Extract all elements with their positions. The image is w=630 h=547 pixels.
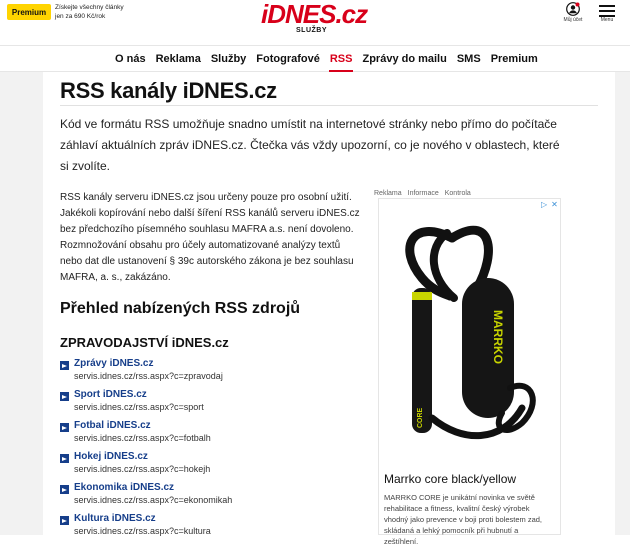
title-divider — [60, 105, 598, 106]
rss-feed-url: servis.idnes.cz/rss.aspx?c=sport — [74, 402, 204, 412]
menu-label[interactable]: Menu — [600, 17, 614, 23]
rss-arrow-icon — [60, 392, 69, 401]
rss-feed-item[interactable] — [60, 420, 320, 451]
ad-description: MARRKO CORE je unikátní novinka ve světě rehabilitace a fitness, kvalitní český výrobek vhodný jako prevence v boji proti bolestem zad, skládaná a lehký pomocník při hubnutí a zeštíhlení. — [384, 493, 543, 546]
rss-feed-item[interactable] — [60, 513, 320, 544]
rss-feed-item[interactable] — [60, 451, 320, 482]
ad-product-title[interactable]: Marrko core black/yellow — [384, 472, 517, 486]
rss-arrow-icon — [60, 361, 69, 370]
nav-item-sms[interactable]: SMS — [456, 53, 481, 65]
rss-feed-url: servis.idnes.cz/rss.aspx?c=ekonomikah — [74, 495, 233, 505]
ad-label-kontrola[interactable]: Kontrola — [444, 190, 471, 197]
nav-item-fotografove[interactable]: Fotografové — [256, 53, 320, 65]
rss-feed-item[interactable] — [60, 389, 320, 420]
left-handle-brand: CORE — [417, 407, 424, 428]
rss-feed-link[interactable]: Ekonomika iDNES.cz — [74, 482, 175, 493]
rss-feed-link[interactable]: Sport iDNES.cz — [74, 389, 147, 400]
product-brand-text: MARRKO — [491, 310, 505, 364]
rss-arrow-icon — [60, 454, 69, 463]
group-title: ZPRAVODAJSTVÍ iDNES.cz — [60, 335, 229, 350]
nav-item-o-nas[interactable]: O nás — [115, 53, 146, 65]
rss-arrow-icon — [60, 423, 69, 432]
rss-feed-url: servis.idnes.cz/rss.aspx?c=kultura — [74, 526, 211, 536]
ad-close-icon[interactable]: ✕ — [551, 200, 558, 209]
promo-text[interactable]: Získejte všechny články jen za 690 Kč/rok — [55, 4, 124, 20]
rss-feed-list — [60, 358, 320, 544]
rss-arrow-icon — [60, 485, 69, 494]
rss-feed-link[interactable]: Hokej iDNES.cz — [74, 451, 148, 462]
page-title: RSS kanály iDNES.cz — [60, 78, 277, 103]
intro-paragraph: Kód ve formátu RSS umožňuje snadno umístit na internetové stránky nebo přímo do počítače záhlaví aktuálních zpráv iDNES.cz. Čtečka vás vždy upozorní, co je nového v oblastech, které si zvolíte. — [60, 117, 560, 173]
rss-feed-link[interactable]: Zprávy iDNES.cz — [74, 358, 154, 369]
ad-label-reklama: Reklama — [374, 190, 402, 197]
ad-label-row — [374, 190, 471, 197]
nav-item-reklama[interactable]: Reklama — [155, 53, 201, 65]
rss-feed-item[interactable] — [60, 358, 320, 389]
nav-item-sluzby[interactable]: Služby — [210, 53, 247, 65]
rss-feed-url: servis.idnes.cz/rss.aspx?c=hokejh — [74, 464, 211, 474]
rss-feed-item[interactable] — [60, 482, 320, 513]
nav-item-premium[interactable]: Premium — [490, 53, 538, 65]
main-navigation — [0, 45, 630, 72]
legal-paragraph: RSS kanály serveru iDNES.cz jsou určeny pouze pro osobní užití. Jakékoli kopírování nebo další šíření RSS kanálů serveru iDNES.cz bez předchozího písemného souhlasu MAFRA a.s. není dovoleno. Rozmnožování obsahu pro účely automatizované analýzy textů nebo dat dle ustanovení § 39c autorského zákona je bez souhlasu MAFRA, a. s., zakázáno. — [60, 192, 360, 283]
nav-item-zpravy-do-mailu[interactable]: Zprávy do mailu — [362, 53, 447, 65]
nav-item-rss[interactable]: RSS — [325, 46, 358, 72]
logo-subtitle: SLUŽBY — [296, 27, 327, 34]
section-title: Přehled nabízených RSS zdrojů — [60, 300, 301, 317]
rss-feed-url: servis.idnes.cz/rss.aspx?c=fotbalh — [74, 433, 211, 443]
premium-button[interactable]: Premium — [7, 4, 51, 20]
rss-arrow-icon — [60, 516, 69, 525]
rss-feed-link[interactable]: Kultura iDNES.cz — [74, 513, 156, 524]
site-header — [0, 0, 630, 45]
product-image[interactable] — [392, 208, 552, 443]
user-account-label[interactable]: Můj účet — [563, 17, 583, 23]
site-logo[interactable]: iDNES.cz — [261, 0, 368, 29]
ad-label-informace[interactable]: Informace — [407, 190, 439, 197]
rss-feed-url: servis.idnes.cz/rss.aspx?c=zpravodaj — [74, 371, 223, 381]
hamburger-menu-icon[interactable] — [598, 4, 616, 18]
ad-choices-icon[interactable]: ▷ — [541, 200, 548, 209]
rss-feed-link[interactable]: Fotbal iDNES.cz — [74, 420, 151, 431]
